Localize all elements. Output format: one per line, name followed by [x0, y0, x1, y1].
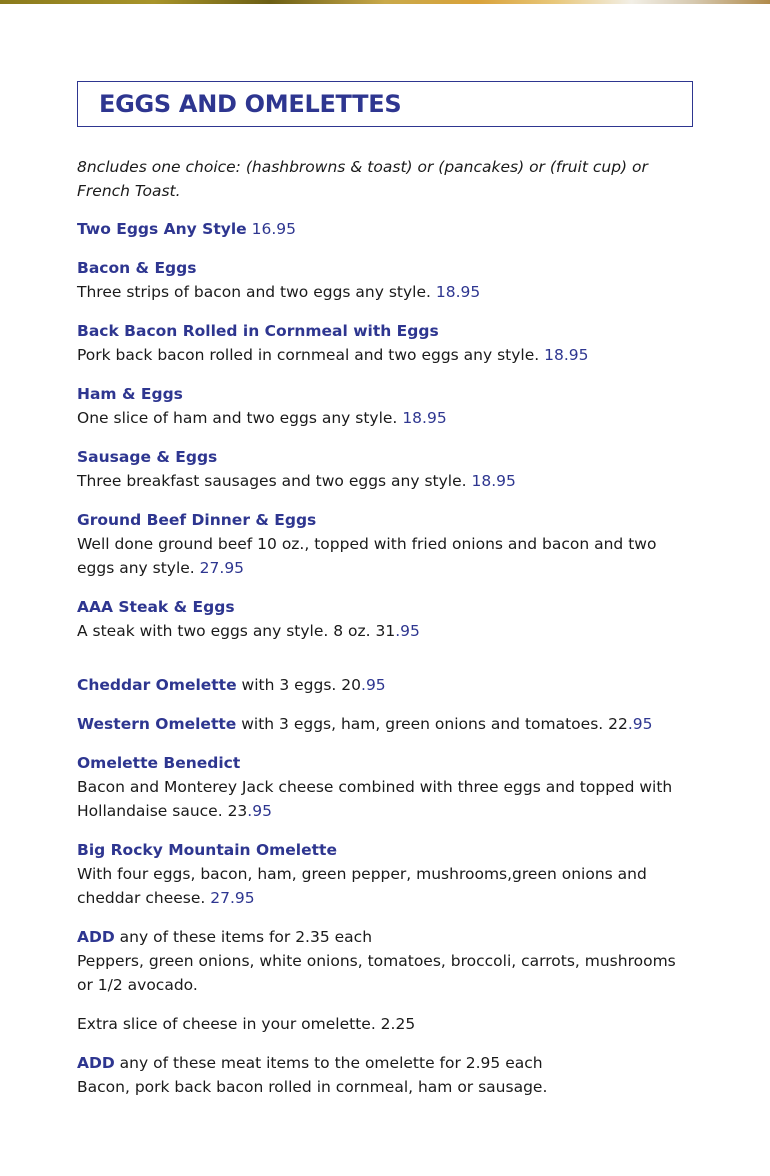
addon-vegetables — [77, 925, 693, 997]
item-description: With four eggs, bacon, ham, green pepper, mushrooms,green onions and cheddar cheese. — [77, 865, 647, 907]
item-name: AAA Steak & Eggs — [77, 598, 235, 616]
item-name: Ground Beef Dinner & Eggs — [77, 511, 317, 529]
item-price: 18.95 — [402, 409, 447, 427]
item-name: Bacon & Eggs — [77, 259, 197, 277]
item-description: Three strips of bacon and two eggs any style. — [77, 283, 431, 301]
item-description: A steak with two eggs any style. 8 oz. 31 — [77, 622, 396, 640]
item-name: Sausage & Eggs — [77, 448, 218, 466]
item-description: Well done ground beef 10 oz., topped with fried onions and bacon and two eggs any style. — [77, 535, 657, 577]
item-name: Omelette Benedict — [77, 754, 241, 772]
item-price: .95 — [361, 676, 386, 694]
add-label: ADD — [77, 928, 115, 946]
item-price: 27.95 — [210, 889, 255, 907]
menu-item-bacon-eggs — [77, 256, 693, 304]
addon-price-text: any of these items for 2.35 each — [119, 928, 373, 946]
menu-item-sausage-eggs — [77, 445, 693, 493]
menu-item-back-bacon-eggs — [77, 319, 693, 367]
addon-meats — [77, 1051, 693, 1099]
addon-list: Peppers, green onions, white onions, tomatoes, broccoli, carrots, mushrooms or 1/2 avocado. — [77, 952, 676, 994]
item-price: .95 — [247, 802, 272, 820]
menu-item-omelette-benedict — [77, 751, 693, 823]
section-title-box — [77, 81, 693, 127]
item-price: 18.95 — [544, 346, 589, 364]
item-description: Pork back bacon rolled in cornmeal and two eggs any style. — [77, 346, 540, 364]
menu-content — [77, 155, 693, 1114]
menu-item-cheddar-omelette — [77, 673, 693, 697]
item-name: Ham & Eggs — [77, 385, 183, 403]
item-description: with 3 eggs. 20 — [241, 676, 362, 694]
item-name: Two Eggs Any Style — [77, 220, 247, 238]
item-price: 16.95 — [251, 220, 296, 238]
addon-list: Bacon, pork back bacon rolled in cornmeal, ham or sausage. — [77, 1078, 548, 1096]
item-price: 18.95 — [471, 472, 516, 490]
menu-item-western-omelette — [77, 712, 693, 736]
menu-item-ham-eggs — [77, 382, 693, 430]
item-description: with 3 eggs, ham, green onions and tomatoes. 22 — [241, 715, 628, 733]
add-label: ADD — [77, 1054, 115, 1072]
item-price: .95 — [627, 715, 653, 733]
item-name: Back Bacon Rolled in Cornmeal with Eggs — [77, 322, 439, 340]
item-name: Big Rocky Mountain Omelette — [77, 841, 337, 859]
menu-item-steak-eggs — [77, 595, 693, 643]
intro-text: 8ncludes one choice: (hashbrowns & toast) or (pancakes) or (fruit cup) or French Toast. — [77, 158, 648, 200]
menu-item-ground-beef-eggs — [77, 508, 693, 580]
item-description: Three breakfast sausages and two eggs any style. — [77, 472, 467, 490]
item-price: 27.95 — [199, 559, 245, 577]
header-food-photo-edge — [0, 0, 770, 4]
addon-cheese-text: Extra slice of cheese in your omelette. 2.25 — [77, 1015, 416, 1033]
item-description: One slice of ham and two eggs any style. — [77, 409, 398, 427]
menu-item-big-rocky-omelette — [77, 838, 693, 910]
item-name: Western Omelette — [77, 715, 237, 733]
section-title: EGGS AND OMELETTES — [99, 90, 402, 118]
item-price: .95 — [395, 622, 420, 640]
addon-cheese — [77, 1012, 693, 1036]
item-description: Bacon and Monterey Jack cheese combined with three eggs and topped with Hollandaise sauce. 23 — [77, 778, 673, 820]
item-name: Cheddar Omelette — [77, 676, 237, 694]
addon-price-text: any of these meat items to the omelette for 2.95 each — [119, 1054, 543, 1072]
item-price: 18.95 — [435, 283, 481, 301]
menu-item-two-eggs — [77, 217, 693, 241]
